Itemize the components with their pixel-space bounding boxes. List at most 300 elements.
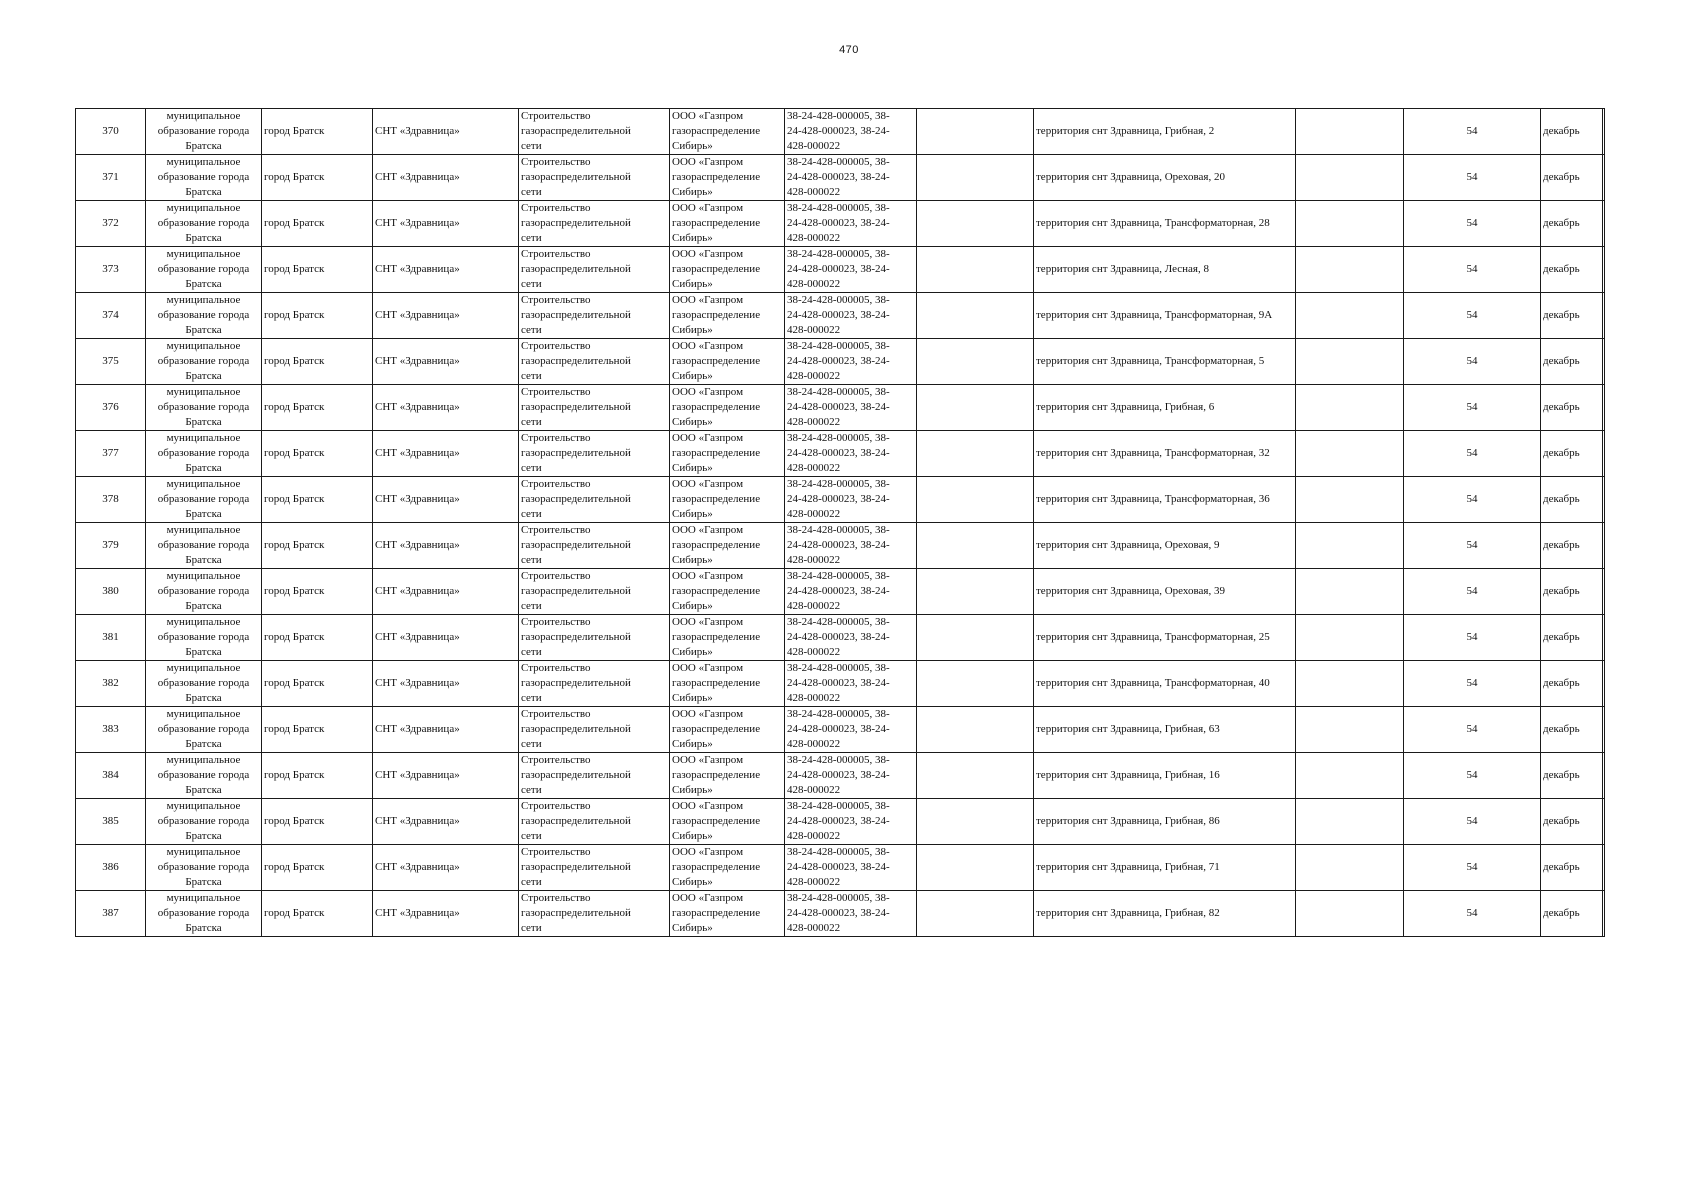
- municipality-cell-line: муниципальное: [166, 616, 241, 628]
- city-cell-text: город Братск: [264, 539, 325, 551]
- work-type-cell-line: Строительство: [521, 340, 591, 352]
- address-cell-text: территория снт Здравница, Ореховая, 39: [1036, 585, 1225, 597]
- work-type-cell: [519, 293, 670, 339]
- snt-cell: [373, 201, 519, 247]
- city-cell: [262, 339, 373, 385]
- address-cell: [1034, 247, 1296, 293]
- table-row: [76, 109, 1605, 155]
- snt-cell: [373, 845, 519, 891]
- city-cell-text: город Братск: [264, 585, 325, 597]
- month-cell-text: декабрь: [1543, 677, 1580, 689]
- year-cell: [1603, 707, 1605, 753]
- row-number-cell: [76, 799, 146, 845]
- cadastral-cell: [785, 385, 917, 431]
- month-cell: [1541, 201, 1603, 247]
- month-cell: [1541, 569, 1603, 615]
- quantity-cell-text: 54: [1466, 861, 1478, 873]
- organization-cell-line: ООО «Газпром: [672, 524, 744, 536]
- municipality-cell-line: Братска: [185, 600, 222, 612]
- table-row: [76, 477, 1605, 523]
- municipality-cell-line: образование города: [157, 907, 250, 919]
- work-type-cell: [519, 615, 670, 661]
- snt-cell: [373, 707, 519, 753]
- empty-cell: [917, 431, 1034, 477]
- work-type-cell-line: сети: [521, 324, 542, 336]
- address-cell-text: территория снт Здравница, Грибная, 16: [1036, 769, 1220, 781]
- year-cell: [1603, 523, 1605, 569]
- municipality-cell-line: муниципальное: [166, 202, 241, 214]
- municipality-cell-line: Братска: [185, 140, 222, 152]
- cadastral-cell-line: 38-24-428-000005, 38-: [787, 708, 890, 720]
- table-row: [76, 615, 1605, 661]
- municipality-cell-line: Братска: [185, 278, 222, 290]
- cadastral-cell-line: 38-24-428-000005, 38-: [787, 846, 890, 858]
- city-cell-text: город Братск: [264, 907, 325, 919]
- empty-cell: [917, 799, 1034, 845]
- snt-cell-text: СНТ «Здравница»: [375, 447, 460, 459]
- address-cell-text: территория снт Здравница, Трансформаторная, 32: [1036, 447, 1270, 459]
- work-type-cell-line: Строительство: [521, 570, 591, 582]
- snt-cell: [373, 891, 519, 937]
- work-type-cell: [519, 799, 670, 845]
- city-cell: [262, 477, 373, 523]
- year-cell: [1603, 339, 1605, 385]
- row-number-cell-text: 376: [102, 401, 119, 413]
- row-number-cell: [76, 477, 146, 523]
- work-type-cell-line: сети: [521, 692, 542, 704]
- row-number-cell: [76, 385, 146, 431]
- snt-cell: [373, 247, 519, 293]
- city-cell-text: город Братск: [264, 171, 325, 183]
- city-cell: [262, 661, 373, 707]
- organization-cell-line: ООО «Газпром: [672, 340, 744, 352]
- city-cell-text: город Братск: [264, 447, 325, 459]
- snt-cell-text: СНТ «Здравница»: [375, 125, 460, 137]
- city-cell-text: город Братск: [264, 125, 325, 137]
- table-row: [76, 293, 1605, 339]
- row-number-cell: [76, 753, 146, 799]
- quantity-cell-text: 54: [1466, 585, 1478, 597]
- cadastral-cell-line: 428-000022: [787, 186, 841, 198]
- snt-cell-text: СНТ «Здравница»: [375, 723, 460, 735]
- municipality-cell: [146, 431, 262, 477]
- organization-cell-line: Сибирь»: [672, 186, 713, 198]
- city-cell-text: город Братск: [264, 861, 325, 873]
- empty-cell: [917, 201, 1034, 247]
- work-type-cell: [519, 339, 670, 385]
- snt-cell-text: СНТ «Здравница»: [375, 815, 460, 827]
- address-cell-text: территория снт Здравница, Трансформаторная, 40: [1036, 677, 1270, 689]
- month-cell: [1541, 385, 1603, 431]
- snt-cell-text: СНТ «Здравница»: [375, 493, 460, 505]
- cadastral-cell-line: 24-428-000023, 38-24-: [787, 447, 890, 459]
- municipality-cell: [146, 109, 262, 155]
- city-cell: [262, 201, 373, 247]
- work-type-cell-line: газораспределительной: [521, 493, 631, 505]
- month-cell: [1541, 247, 1603, 293]
- organization-cell-line: газораспределение: [672, 677, 761, 689]
- quantity-cell: [1404, 201, 1541, 247]
- city-cell-text: город Братск: [264, 815, 325, 827]
- work-type-cell: [519, 109, 670, 155]
- empty-cell: [917, 845, 1034, 891]
- municipality-cell-line: муниципальное: [166, 386, 241, 398]
- row-number-cell-text: 373: [102, 263, 119, 275]
- quantity-cell-text: 54: [1466, 723, 1478, 735]
- municipality-cell-line: образование города: [157, 355, 250, 367]
- cadastral-cell-line: 428-000022: [787, 278, 841, 290]
- work-type-cell-line: сети: [521, 462, 542, 474]
- work-type-cell-line: Строительство: [521, 478, 591, 490]
- address-cell: [1034, 891, 1296, 937]
- year-cell: [1603, 293, 1605, 339]
- table-row: [76, 661, 1605, 707]
- organization-cell: [670, 615, 785, 661]
- address-cell: [1034, 845, 1296, 891]
- snt-cell-text: СНТ «Здравница»: [375, 171, 460, 183]
- table-row: [76, 569, 1605, 615]
- municipality-cell: [146, 891, 262, 937]
- work-type-cell-line: сети: [521, 140, 542, 152]
- cadastral-cell-line: 24-428-000023, 38-24-: [787, 171, 890, 183]
- snt-cell: [373, 799, 519, 845]
- year-cell: [1603, 845, 1605, 891]
- row-number-cell-text: 380: [102, 585, 119, 597]
- municipality-cell: [146, 339, 262, 385]
- municipality-cell-line: муниципальное: [166, 708, 241, 720]
- empty-cell: [1296, 247, 1404, 293]
- municipality-cell: [146, 615, 262, 661]
- table-row: [76, 523, 1605, 569]
- row-number-cell: [76, 155, 146, 201]
- work-type-cell-line: сети: [521, 784, 542, 796]
- month-cell: [1541, 845, 1603, 891]
- month-cell-text: декабрь: [1543, 631, 1580, 643]
- table-body: [76, 109, 1605, 937]
- organization-cell-line: ООО «Газпром: [672, 110, 744, 122]
- work-type-cell-line: газораспределительной: [521, 447, 631, 459]
- work-type-cell-line: Строительство: [521, 662, 591, 674]
- city-cell: [262, 891, 373, 937]
- cadastral-cell: [785, 661, 917, 707]
- organization-cell: [670, 845, 785, 891]
- cadastral-cell-line: 428-000022: [787, 232, 841, 244]
- organization-cell-line: Сибирь»: [672, 140, 713, 152]
- municipality-cell-line: образование города: [157, 631, 250, 643]
- snt-cell: [373, 385, 519, 431]
- municipality-cell-line: муниципальное: [166, 248, 241, 260]
- address-cell-text: территория снт Здравница, Трансформаторная, 36: [1036, 493, 1270, 505]
- snt-cell: [373, 109, 519, 155]
- empty-cell: [1296, 569, 1404, 615]
- cadastral-cell-line: 38-24-428-000005, 38-: [787, 340, 890, 352]
- organization-cell-line: Сибирь»: [672, 508, 713, 520]
- cadastral-cell: [785, 155, 917, 201]
- work-type-cell: [519, 155, 670, 201]
- quantity-cell-text: 54: [1466, 217, 1478, 229]
- quantity-cell: [1404, 753, 1541, 799]
- row-number-cell-text: 377: [102, 447, 119, 459]
- row-number-cell: [76, 891, 146, 937]
- empty-cell: [917, 707, 1034, 753]
- municipality-cell: [146, 523, 262, 569]
- municipality-cell: [146, 799, 262, 845]
- quantity-cell-text: 54: [1466, 631, 1478, 643]
- city-cell: [262, 707, 373, 753]
- quantity-cell: [1404, 799, 1541, 845]
- city-cell-text: город Братск: [264, 723, 325, 735]
- municipality-cell-line: муниципальное: [166, 846, 241, 858]
- quantity-cell-text: 54: [1466, 769, 1478, 781]
- quantity-cell-text: 54: [1466, 263, 1478, 275]
- month-cell: [1541, 523, 1603, 569]
- municipality-cell-line: муниципальное: [166, 294, 241, 306]
- cadastral-cell-line: 38-24-428-000005, 38-: [787, 156, 890, 168]
- municipality-cell-line: Братска: [185, 784, 222, 796]
- organization-cell-line: газораспределение: [672, 217, 761, 229]
- cadastral-cell-line: 24-428-000023, 38-24-: [787, 907, 890, 919]
- cadastral-cell-line: 38-24-428-000005, 38-: [787, 754, 890, 766]
- organization-cell: [670, 661, 785, 707]
- empty-cell: [917, 293, 1034, 339]
- empty-cell: [1296, 293, 1404, 339]
- empty-cell: [1296, 845, 1404, 891]
- work-type-cell-line: Строительство: [521, 432, 591, 444]
- month-cell-text: декабрь: [1543, 447, 1580, 459]
- empty-cell: [1296, 385, 1404, 431]
- empty-cell: [917, 247, 1034, 293]
- city-cell-text: город Братск: [264, 769, 325, 781]
- work-type-cell-line: сети: [521, 554, 542, 566]
- municipality-cell: [146, 293, 262, 339]
- year-cell: [1603, 477, 1605, 523]
- address-cell-text: территория снт Здравница, Ореховая, 9: [1036, 539, 1220, 551]
- quantity-cell-text: 54: [1466, 677, 1478, 689]
- municipality-cell-line: образование города: [157, 539, 250, 551]
- city-cell: [262, 523, 373, 569]
- municipality-cell-line: муниципальное: [166, 570, 241, 582]
- cadastral-cell: [785, 615, 917, 661]
- quantity-cell: [1404, 109, 1541, 155]
- empty-cell: [1296, 707, 1404, 753]
- cadastral-cell-line: 38-24-428-000005, 38-: [787, 248, 890, 260]
- quantity-cell-text: 54: [1466, 539, 1478, 551]
- work-type-cell-line: газораспределительной: [521, 723, 631, 735]
- organization-cell: [670, 339, 785, 385]
- snt-cell-text: СНТ «Здравница»: [375, 631, 460, 643]
- cadastral-cell: [785, 293, 917, 339]
- municipality-cell-line: образование города: [157, 309, 250, 321]
- quantity-cell-text: 54: [1466, 907, 1478, 919]
- cadastral-cell: [785, 431, 917, 477]
- address-cell-text: территория снт Здравница, Лесная, 8: [1036, 263, 1209, 275]
- cadastral-cell-line: 428-000022: [787, 784, 841, 796]
- municipality-cell-line: Братска: [185, 462, 222, 474]
- month-cell: [1541, 615, 1603, 661]
- address-cell: [1034, 385, 1296, 431]
- city-cell: [262, 293, 373, 339]
- municipality-cell-line: муниципальное: [166, 340, 241, 352]
- empty-cell: [917, 477, 1034, 523]
- municipality-cell-line: образование города: [157, 401, 250, 413]
- work-type-cell-line: газораспределительной: [521, 769, 631, 781]
- work-type-cell-line: сети: [521, 738, 542, 750]
- organization-cell-line: ООО «Газпром: [672, 570, 744, 582]
- address-cell-text: территория снт Здравница, Грибная, 6: [1036, 401, 1215, 413]
- quantity-cell-text: 54: [1466, 125, 1478, 137]
- cadastral-cell: [785, 753, 917, 799]
- month-cell-text: декабрь: [1543, 539, 1580, 551]
- address-cell-text: территория снт Здравница, Трансформаторная, 28: [1036, 217, 1270, 229]
- row-number-cell: [76, 569, 146, 615]
- quantity-cell: [1404, 661, 1541, 707]
- cadastral-cell-line: 428-000022: [787, 462, 841, 474]
- cadastral-cell-line: 24-428-000023, 38-24-: [787, 861, 890, 873]
- cadastral-cell: [785, 707, 917, 753]
- work-type-cell-line: сети: [521, 370, 542, 382]
- cadastral-cell: [785, 247, 917, 293]
- work-type-cell-line: Строительство: [521, 110, 591, 122]
- registry-table: [75, 108, 1605, 937]
- cadastral-cell-line: 38-24-428-000005, 38-: [787, 478, 890, 490]
- cadastral-cell-line: 428-000022: [787, 646, 841, 658]
- empty-cell: [1296, 891, 1404, 937]
- month-cell-text: декабрь: [1543, 171, 1580, 183]
- work-type-cell-line: газораспределительной: [521, 907, 631, 919]
- row-number-cell-text: 371: [102, 171, 119, 183]
- snt-cell-text: СНТ «Здравница»: [375, 861, 460, 873]
- work-type-cell-line: Строительство: [521, 202, 591, 214]
- organization-cell-line: ООО «Газпром: [672, 800, 744, 812]
- city-cell: [262, 569, 373, 615]
- city-cell: [262, 753, 373, 799]
- empty-cell: [1296, 661, 1404, 707]
- address-cell-text: территория снт Здравница, Трансформаторная, 5: [1036, 355, 1265, 367]
- empty-cell: [1296, 201, 1404, 247]
- table-row: [76, 201, 1605, 247]
- city-cell: [262, 155, 373, 201]
- snt-cell-text: СНТ «Здравница»: [375, 309, 460, 321]
- cadastral-cell-line: 38-24-428-000005, 38-: [787, 432, 890, 444]
- work-type-cell-line: сети: [521, 278, 542, 290]
- cadastral-cell-line: 24-428-000023, 38-24-: [787, 539, 890, 551]
- municipality-cell: [146, 661, 262, 707]
- row-number-cell: [76, 523, 146, 569]
- quantity-cell-text: 54: [1466, 815, 1478, 827]
- month-cell-text: декабрь: [1543, 907, 1580, 919]
- month-cell: [1541, 753, 1603, 799]
- empty-cell: [1296, 431, 1404, 477]
- municipality-cell: [146, 155, 262, 201]
- row-number-cell: [76, 431, 146, 477]
- month-cell-text: декабрь: [1543, 309, 1580, 321]
- organization-cell: [670, 891, 785, 937]
- municipality-cell-line: образование города: [157, 723, 250, 735]
- municipality-cell-line: Братска: [185, 508, 222, 520]
- cadastral-cell-line: 428-000022: [787, 600, 841, 612]
- work-type-cell-line: сети: [521, 416, 542, 428]
- month-cell: [1541, 109, 1603, 155]
- municipality-cell-line: Братска: [185, 922, 222, 934]
- cadastral-cell-line: 38-24-428-000005, 38-: [787, 202, 890, 214]
- cadastral-cell-line: 428-000022: [787, 324, 841, 336]
- table-row: [76, 247, 1605, 293]
- municipality-cell-line: образование города: [157, 493, 250, 505]
- quantity-cell: [1404, 569, 1541, 615]
- cadastral-cell-line: 428-000022: [787, 370, 841, 382]
- municipality-cell-line: образование города: [157, 125, 250, 137]
- empty-cell: [1296, 155, 1404, 201]
- snt-cell: [373, 569, 519, 615]
- municipality-cell-line: Братска: [185, 232, 222, 244]
- address-cell: [1034, 707, 1296, 753]
- work-type-cell: [519, 707, 670, 753]
- work-type-cell: [519, 523, 670, 569]
- year-cell: [1603, 385, 1605, 431]
- cadastral-cell-line: 24-428-000023, 38-24-: [787, 769, 890, 781]
- cadastral-cell-line: 38-24-428-000005, 38-: [787, 294, 890, 306]
- organization-cell: [670, 109, 785, 155]
- address-cell-text: территория снт Здравница, Грибная, 86: [1036, 815, 1220, 827]
- month-cell-text: декабрь: [1543, 217, 1580, 229]
- work-type-cell: [519, 201, 670, 247]
- cadastral-cell: [785, 845, 917, 891]
- snt-cell: [373, 477, 519, 523]
- quantity-cell: [1404, 293, 1541, 339]
- cadastral-cell-line: 24-428-000023, 38-24-: [787, 585, 890, 597]
- empty-cell: [917, 339, 1034, 385]
- month-cell-text: декабрь: [1543, 861, 1580, 873]
- cadastral-cell-line: 428-000022: [787, 416, 841, 428]
- empty-cell: [917, 891, 1034, 937]
- quantity-cell-text: 54: [1466, 401, 1478, 413]
- organization-cell: [670, 385, 785, 431]
- municipality-cell-line: Братска: [185, 370, 222, 382]
- organization-cell-line: газораспределение: [672, 355, 761, 367]
- work-type-cell-line: Строительство: [521, 294, 591, 306]
- row-number-cell-text: 372: [102, 217, 119, 229]
- work-type-cell: [519, 845, 670, 891]
- snt-cell-text: СНТ «Здравница»: [375, 769, 460, 781]
- organization-cell-line: ООО «Газпром: [672, 248, 744, 260]
- month-cell-text: декабрь: [1543, 769, 1580, 781]
- organization-cell-line: газораспределение: [672, 723, 761, 735]
- work-type-cell-line: газораспределительной: [521, 631, 631, 643]
- cadastral-cell-line: 24-428-000023, 38-24-: [787, 217, 890, 229]
- municipality-cell-line: муниципальное: [166, 478, 241, 490]
- municipality-cell-line: образование города: [157, 171, 250, 183]
- empty-cell: [917, 753, 1034, 799]
- organization-cell-line: ООО «Газпром: [672, 432, 744, 444]
- municipality-cell-line: образование города: [157, 861, 250, 873]
- cadastral-cell-line: 428-000022: [787, 692, 841, 704]
- month-cell-text: декабрь: [1543, 493, 1580, 505]
- municipality-cell-line: Братска: [185, 876, 222, 888]
- empty-cell: [917, 109, 1034, 155]
- month-cell-text: декабрь: [1543, 723, 1580, 735]
- city-cell: [262, 385, 373, 431]
- organization-cell-line: газораспределение: [672, 907, 761, 919]
- work-type-cell-line: Строительство: [521, 248, 591, 260]
- quantity-cell: [1404, 155, 1541, 201]
- work-type-cell: [519, 385, 670, 431]
- work-type-cell-line: сети: [521, 876, 542, 888]
- city-cell-text: город Братск: [264, 309, 325, 321]
- cadastral-cell-line: 24-428-000023, 38-24-: [787, 677, 890, 689]
- municipality-cell-line: муниципальное: [166, 892, 241, 904]
- municipality-cell-line: Братска: [185, 186, 222, 198]
- row-number-cell: [76, 201, 146, 247]
